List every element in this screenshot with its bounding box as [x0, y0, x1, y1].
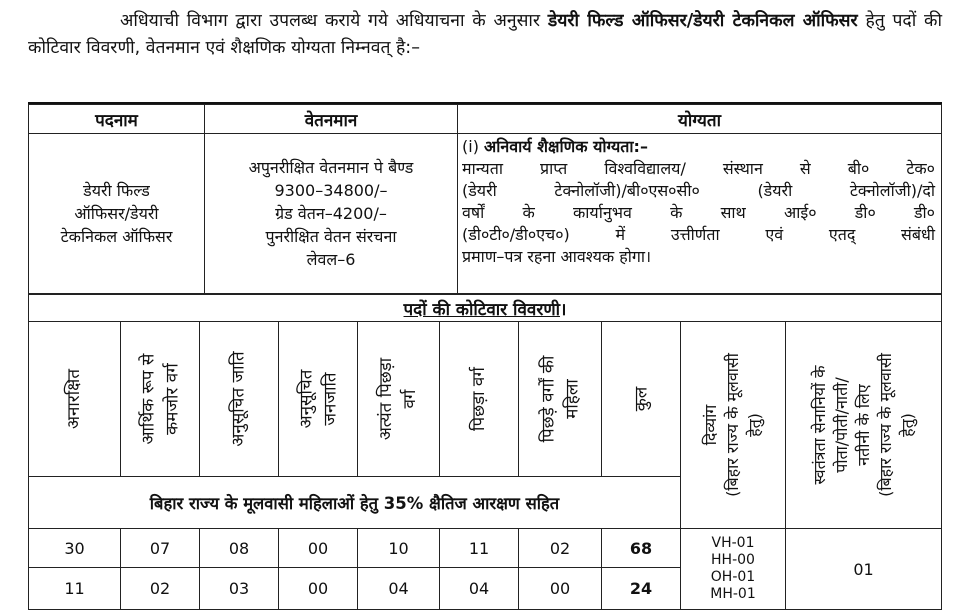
qualification-heading: अनिवार्य शैक्षणिक योग्यता:–: [484, 137, 648, 156]
table-cell-total: 24: [601, 567, 681, 610]
col-header-text: हेतु): [897, 413, 917, 437]
table-cell: 11: [28, 567, 121, 610]
intro-post-name: डेयरी फिल्ड ऑफिसर/डेयरी टेकनिकल ऑफिसर: [547, 11, 858, 31]
col-header-text: आर्थिक रूप से: [138, 353, 158, 445]
table-cell: 00: [278, 567, 358, 610]
table-cell: 10: [357, 528, 440, 568]
post-name-line: ऑफिसर/डेयरी: [74, 204, 159, 223]
col-header-ews: [120, 321, 200, 477]
col-header-text: अनारक्षित: [64, 368, 85, 430]
post-name-line: टेकनिकल ऑफिसर: [60, 227, 173, 246]
pay-scale-line: लेवल–6: [306, 250, 356, 269]
pay-scale-cell: [204, 133, 458, 294]
col-header-text: अत्यंत पिछड़ा: [376, 357, 397, 441]
table-cell: 08: [199, 528, 279, 568]
pay-scale-line: 9300–34800/–: [274, 181, 388, 200]
category-table-title-suffix: ।: [560, 299, 567, 320]
col-header-text: महिला: [562, 379, 583, 419]
col-header-text: पिछड़े वर्गों की: [538, 355, 559, 443]
table-cell: 11: [439, 528, 519, 568]
pay-scale-line: पुनरीक्षित वेतन संरचना: [265, 227, 397, 246]
col-header-text: स्वतंत्रता सेनानियों के: [809, 365, 829, 485]
category-table-title: [28, 294, 942, 322]
col-header-text: (बिहार राज्य के मूलवासी: [875, 353, 895, 497]
col-header-text: कुल: [631, 386, 651, 412]
table-cell: 00: [518, 567, 602, 610]
header-pay-scale: वेतनमान: [204, 104, 458, 134]
intro-paragraph: [28, 8, 942, 62]
col-header-text: जनजाति: [320, 372, 340, 426]
col-header-sc: [199, 321, 279, 477]
col-header-bc: [439, 321, 519, 477]
col-header-text: पोता/पोती/नाती/: [831, 377, 851, 473]
freedom-fighter-cell: 01: [785, 528, 942, 610]
intro-text-2: हेतु पदों की कोटिवार विवरणी, वेतनमान एवं शैक्षणिक योग्यता निम्नवत् है:–: [28, 11, 942, 58]
header-qualification: योग्यता: [457, 104, 942, 134]
col-header-ebc: [357, 321, 440, 477]
table-cell-total: 68: [601, 528, 681, 568]
qualification-line: (डेयरी टेक्नोलॉजी)/बी०एस०सी० (डेयरी टेक्नोलॉजी)/दो: [462, 181, 935, 200]
qualification-line: (डी०टी०/डी०एच०) में उत्तीर्णता एवं एतद् संबंधी: [462, 225, 935, 244]
col-header-st: [278, 321, 358, 477]
col-header-text: कमजोर वर्ग: [162, 363, 182, 435]
intro-text-1: अधियाची विभाग द्वारा उपलब्ध कराये गये अधियाचना के अनुसार: [120, 11, 548, 31]
divyang-item: MH-01: [710, 586, 756, 602]
table-cell: 02: [518, 528, 602, 568]
qualification-line: प्रमाण–पत्र रहना आवश्यक होगा।: [462, 247, 652, 266]
post-details-table: [28, 104, 942, 294]
divyang-item: VH-01: [711, 535, 755, 551]
pay-scale-line: ग्रेड वेतन–4200/–: [275, 204, 387, 223]
table-cell: 04: [439, 567, 519, 610]
category-wise-table: [28, 294, 942, 610]
col-header-text: अनुसूचित जाति: [229, 351, 250, 447]
table-cell: 00: [278, 528, 358, 568]
col-header-unreserved: [28, 321, 121, 477]
table-cell: 07: [120, 528, 200, 568]
post-name-cell: [28, 133, 205, 294]
col-header-text: नतीनी के लिए: [853, 384, 873, 466]
horizontal-reservation-banner: बिहार राज्य के मूलवासी महिलाओं हेतु 35% क्षैतिज आरक्षण सहित: [28, 476, 681, 529]
col-header-bc-women: [518, 321, 602, 477]
divyang-item: HH-00: [711, 552, 755, 568]
col-header-total: [601, 321, 681, 477]
header-post-name: पदनाम: [28, 104, 205, 134]
table-cell: 03: [199, 567, 279, 610]
pay-scale-line: अपुनरीक्षित वेतनमान पे बैण्ड: [248, 158, 414, 177]
post-name-line: डेयरी फिल्ड: [83, 181, 150, 200]
col-header-text: (बिहार राज्य के मूलवासी: [723, 353, 743, 497]
col-header-text: वर्ग: [400, 389, 421, 409]
divyang-cell: [680, 528, 786, 610]
col-header-text: हेतु): [745, 413, 765, 437]
qualification-number: (i): [462, 137, 485, 156]
table-cell: 02: [120, 567, 200, 610]
col-header-freedom-fighter: [785, 321, 942, 529]
qualification-line: वर्षों के कार्यानुभव के साथ आई० डी० डी०: [462, 203, 935, 222]
divyang-item: OH-01: [710, 569, 756, 585]
qualification-line: मान्यता प्राप्त विश्वविद्यालय/ संस्थान से बी० टेक०: [462, 159, 935, 178]
col-header-divyang: [680, 321, 786, 529]
col-header-text: पिछड़ा वर्ग: [469, 367, 489, 431]
category-table-title-text: पदों की कोटिवार विवरणी: [403, 299, 561, 320]
table-cell: 30: [28, 528, 121, 568]
col-header-text: दिव्यांग: [701, 404, 721, 446]
table-cell: 04: [357, 567, 440, 610]
col-header-text: अनुसूचित: [296, 369, 316, 429]
qualification-cell: [457, 133, 942, 294]
